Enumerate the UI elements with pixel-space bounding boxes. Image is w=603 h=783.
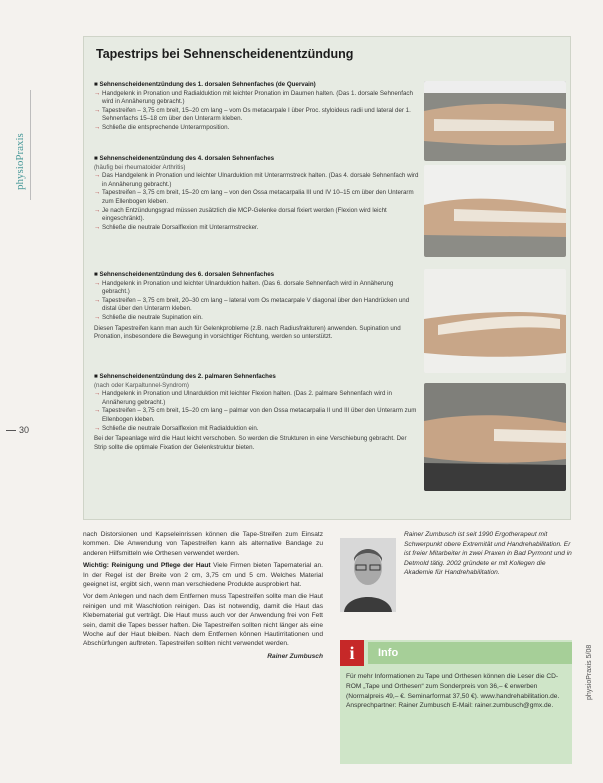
article-paragraph: Vor dem Anlegen und nach dem Entfernen muss Tapestreifen sollte man die Haut reinigen und mit Waschlotion reinigen. Das ist notwendig, damit die Haut das Klebematerial gut verträgt. Die Haut muss auch vor der Anwendung frei von Fett sein, damit die Tapes besser haften. Die Tapestreifen sollten nicht länger als eine Woche auf der Haut bleiben. Nach dem Entfernen können Hautirritationen und Abschürfungen auftreten. Tapestreifen sollten nicht verwendet werden. bbox=[83, 593, 323, 648]
list-item: → Handgelenk in Pronation und leichter Ulnarduktion halten. (Das 6. dorsale Sehnenfach wird in Annäherung gebracht.) bbox=[94, 280, 419, 297]
list-item: → Je nach Entzündungsgrad müssen zusätzlich die MCP-Gelenke dorsal fixiert werden (Flexion wird leicht eingeschränkt). bbox=[94, 207, 419, 224]
page-number-value: 30 bbox=[19, 425, 30, 435]
list-item: → Handgelenk in Pronation und Radialduktion mit leichter Pronation im Daumen halten. (Das 1. dorsale Sehnenfach wird in Annäherung gebracht.) bbox=[94, 90, 419, 107]
article-signature: Rainer Zumbusch bbox=[267, 652, 323, 660]
list-item: → Schließe die entsprechende Unterarmposition. bbox=[94, 124, 419, 133]
list-item: → Schließe die neutrale Dorsalflexion mit Unterarmstrecker. bbox=[94, 224, 419, 233]
section-3 bbox=[94, 271, 419, 342]
section-4 bbox=[94, 373, 419, 452]
author-bio: Rainer Zumbusch ist seit 1990 Ergotherapeut mit Schwerpunkt obere Extremität und Handrehabilitation. Er ist freier Mitarbeiter in zwei Praxen in Bad Pyrmont und in Detmold tätig. 2002 gründete er mit Kollegen die Akademie für Handrehabilitation. bbox=[404, 531, 572, 577]
sidebar-divider bbox=[30, 90, 31, 200]
magazine-logo bbox=[14, 90, 32, 200]
photo-wrist-4 bbox=[424, 383, 566, 491]
photo-wrist-1 bbox=[424, 81, 566, 161]
section-2 bbox=[94, 155, 419, 232]
section-heading: ■ Sehnenscheidenentzündung des 6. dorsalen Sehnenfaches bbox=[94, 271, 275, 278]
section-note: Diesen Tapestreifen kann man auch für Gelenkprobleme (z.B. nach Radiusfrakturen) anwenden. Supination und Pronation, insbesondere die Bewegung in vorsichtiger Richtung, werden so unterstützt. bbox=[94, 324, 401, 341]
section-heading: ■ Sehnenscheidenentzündung des 4. dorsalen Sehnenfaches bbox=[94, 155, 275, 162]
section-subheading: (häufig bei rheumatoider Arthritis) bbox=[94, 163, 186, 171]
info-box bbox=[340, 640, 572, 764]
list-item: → Tapestreifen – 3,75 cm breit, 15–20 cm lang – vom Os metacarpale I über Proc. styloideus radii und lateral der 1. Sehnenfachs 15–18 cm über den Unterarm kleben. bbox=[94, 107, 419, 124]
photo-wrist-3 bbox=[424, 269, 566, 373]
list-item: → Das Handgelenk in Pronation und leichter Ulnarduktion mit Unterarmstreck halten. (Das 4. dorsale Sehnenfach wird in Annäherung gebracht.) bbox=[94, 172, 419, 189]
panel-title: Tapestrips bei Sehnenscheidenentzündung bbox=[96, 47, 354, 61]
magazine-name: physioPraxis bbox=[14, 133, 26, 190]
page-number bbox=[6, 425, 29, 435]
info-title: Info bbox=[368, 642, 572, 664]
article-subheading: Wichtig: Reinigung und Pflege der Haut bbox=[83, 562, 211, 570]
info-text: Für mehr Informationen zu Tape und Orthesen können die Leser die CD-ROM „Tape und Orthesen“ zum Sonderpreis von 36,– € erwerben (Normalpreis 49,– €. Seminarformat 37,50 €). www.handrehabilitation.de. Ansprechpartner: Rainer Zumbusch E-Mail: rainer.zumbusch@gmx.de. bbox=[346, 673, 560, 710]
list-item: → Tapestreifen – 3,75 cm breit, 15–20 cm lang – palmar von den Ossa metacarpalia II und III über den Unterarm zum Ellenbogen kleben. bbox=[94, 407, 419, 424]
section-heading: ■ Sehnenscheidenentzündung des 1. dorsalen Sehnenfaches (de Quervain) bbox=[94, 81, 316, 88]
author-box bbox=[340, 530, 572, 622]
list-item: → Handgelenk in Pronation und Ulnarduktion mit leichter Flexion halten. (Das 2. palmare Sehnenfach wird in Annäherung gebracht.) bbox=[94, 390, 419, 407]
article-column bbox=[83, 530, 323, 661]
info-icon: i bbox=[340, 640, 364, 666]
photo-wrist-2 bbox=[424, 165, 566, 257]
list-item: → Schließe die neutrale Supination ein. bbox=[94, 314, 419, 323]
article-paragraph: nach Distorsionen und Kapseleinrissen können die Tape-Streifen zum Einsatz kommen. Die Anwendung von Tapestreifen kann als alternative Bandage zu anderen Hilfsmitteln wie Orthesen verwendet werden. bbox=[83, 531, 323, 557]
list-item: → Tapestreifen – 3,75 cm breit, 20–30 cm lang – lateral vom Os metacarpale V diagonal über den Handrücken und distal über den Unterarm kleben. bbox=[94, 297, 419, 314]
section-1 bbox=[94, 81, 419, 133]
section-note: Bei der Tapeanlage wird die Haut leicht verschoben. So werden die Strukturen in eine Verschiebung gebracht. Der Strip sollte die optimale Fixation der Gelenkstruktur bieten. bbox=[94, 435, 407, 451]
section-subheading: (nach oder Karpaltunnel-Syndrom) bbox=[94, 381, 189, 389]
footer-tag: physioPraxis 5/08 bbox=[586, 644, 593, 700]
section-heading: ■ Sehnenscheidenentzündung des 2. palmaren Sehnenfaches bbox=[94, 373, 276, 380]
article-paragraph: Viele Firmen bieten Tapematerial an. In der Regel ist der Breite von 2 cm, 3,75 cm und 5 cm. Welches Material geeignet ist, ergibt sich, wenn man verschiedene Produkte ausprobiert hat. bbox=[83, 562, 323, 589]
list-item: → Tapestreifen – 3,75 cm breit, 15–20 cm lang – von den Ossa metacarpalia III und IV 10–15 cm über den Unterarm zum Ellenbogen kleben. bbox=[94, 189, 419, 206]
author-portrait bbox=[340, 538, 396, 612]
list-item: → Schließe die neutrale Dorsalflexion mit Radialduktion ein. bbox=[94, 425, 419, 434]
tapestrips-panel bbox=[83, 36, 571, 520]
